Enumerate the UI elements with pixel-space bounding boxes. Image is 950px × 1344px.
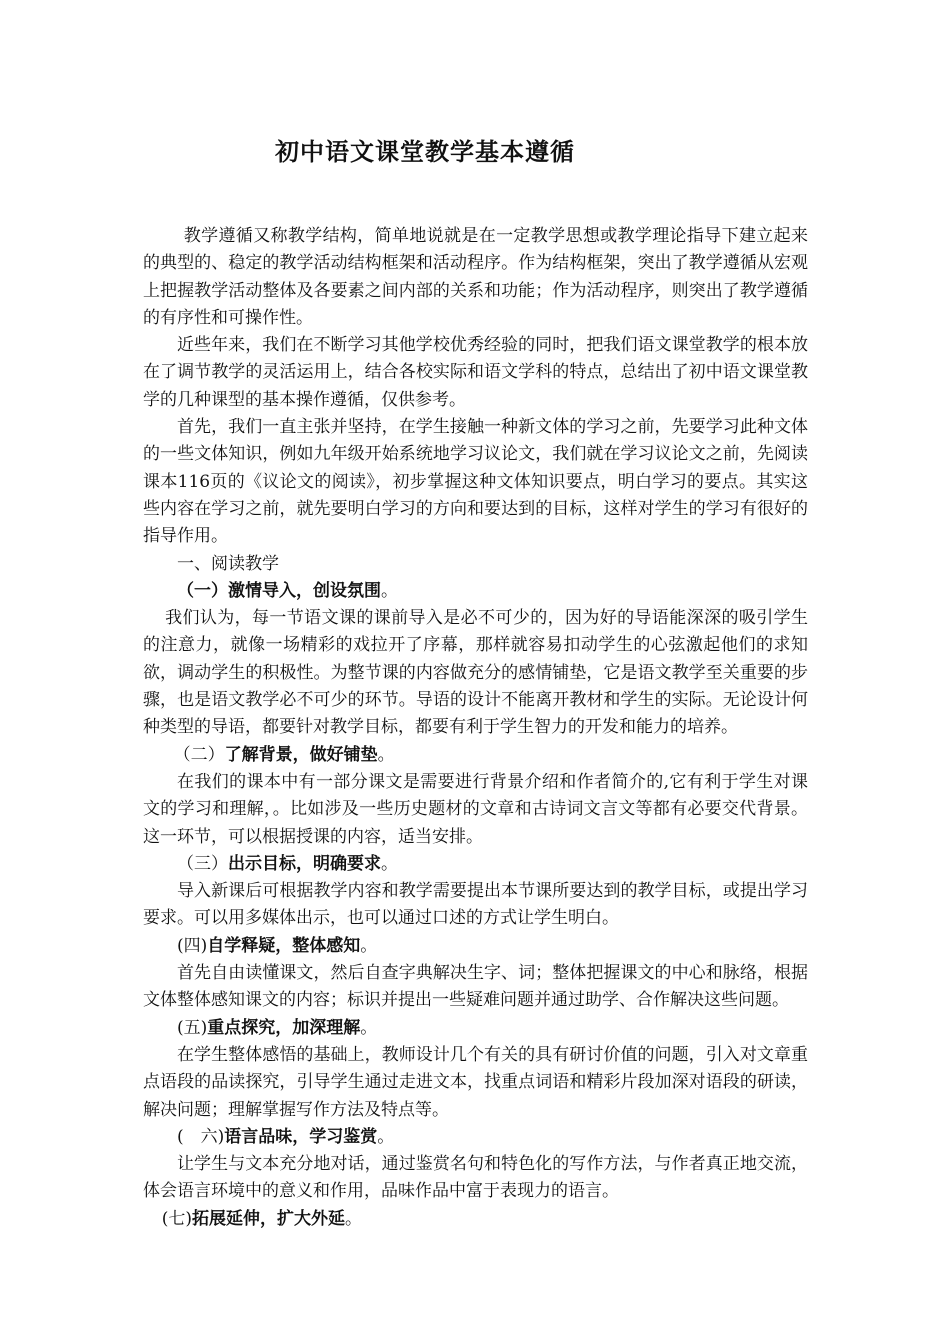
subheading-7-end: 。 <box>344 1208 362 1229</box>
subheading-1-text: 激情导入，创设氛围 <box>228 580 381 601</box>
subheading-5-text: 重点探究，加深理解 <box>207 1017 361 1038</box>
paragraph-background: 近些年来，我们在不断学习其他学校优秀经验的同时，把我们语文课堂教学的根本放在了调节教学的灵活运用上，结合各校实际和语文学科的特点，总结出了初中语文课堂教学的几种课型的基本操作遵循，仅供参考。 <box>143 335 808 410</box>
subheading-2-text: 了解背景，做好铺垫 <box>224 744 378 765</box>
subheading-4-end: 。 <box>360 935 378 956</box>
subheading-3-num: （三） <box>177 853 228 874</box>
paragraph-lead-in: 我们认为，每一节语文课的课前导入是必不可少的，因为好的导语能深深的吸引学生的注意力，就像一场精彩的戏拉开了序幕，那样就容易扣动学生的心弦激起他们的求知欲，调动学生的积极性。为整节课的内容做充分的感情铺垫，它是语文教学至关重要的步骤，也是语文教学必不可少的环节。导语的设计不能离开教材和学生的实际。无论设计何种类型的导语，都要针对教学目标，都要有利于学生智力的开发和能力的培养。 <box>143 608 808 738</box>
subheading-2-num: （二） <box>173 744 225 765</box>
subheading-2 <box>143 742 808 769</box>
section-heading-reading: 一、阅读教学 <box>177 553 279 574</box>
subheading-1 <box>143 578 808 605</box>
paragraph-appreciation: 让学生与文本充分地对话，通过鉴赏名句和特色化的写作方法，与作者真正地交流，体会语言环境中的意义和作用，品味作品中富于表现力的语言。 <box>143 1154 808 1202</box>
subheading-1-end: 。 <box>381 580 398 601</box>
subheading-6-text: 语言品味，学习鉴赏 <box>224 1126 378 1147</box>
subheading-4-num: (四) <box>177 935 208 956</box>
subheading-6-end: 。 <box>377 1126 395 1147</box>
subheading-5-num: (五) <box>177 1017 208 1038</box>
paragraph-inquiry: 在学生整体感悟的基础上，教师设计几个有关的具有研讨价值的问题，引入对文章重点语段的品读探究，引导学生通过走进文本，找重点词语和精彩片段加深对语段的研读，解决问题；理解掌握写作方法及特点等。 <box>143 1044 808 1120</box>
subheading-7-text: 拓展延伸，扩大外延 <box>191 1208 345 1229</box>
paragraph-first: 首先，我们一直主张并坚持，在学生接触一种新文体的学习之前，先要学习此种文体的一些文体知识，例如九年级开始系统地学习议论文，我们就在学习议论文之前，先阅读课本116页的《议论文的阅读》，初步掌握这种文体知识要点，明白学习的要点。其实这些内容在学习之前，就先要明白学习的方向和要达到的目标，这样对学生的学习有很好的指导作用。 <box>143 417 808 547</box>
subheading-3-text: 出示目标，明确要求 <box>228 853 381 874</box>
paragraph-intro: 教学遵循又称教学结构，简单地说就是在一定教学思想或教学理论指导下建立起来的典型的、稳定的教学活动结构框架和活动程序。作为结构框架，突出了教学遵循从宏观上把握教学活动整体及各要素之间内部的关系和功能；作为活动程序，则突出了教学遵循的有序性和可操作性。 <box>143 226 808 328</box>
paragraph-self-study: 首先自由读懂课文，然后自查字典解决生字、词；整体把握课文的中心和脉络，根据文体整体感知课文的内容；标识并提出一些疑难问题并通过助学、合作解决这些问题。 <box>143 963 808 1011</box>
subheading-3 <box>143 851 808 878</box>
subheading-5-end: 。 <box>360 1017 378 1038</box>
subheading-7-num: (七) <box>161 1208 192 1229</box>
subheading-6-num: ( 六) <box>177 1126 225 1147</box>
subheading-5 <box>143 1015 808 1042</box>
paragraph-context: 在我们的课本中有一部分课文是需要进行背景介绍和作者简介的,它有利于学生对课文的学习和理解，。比如涉及一些历史题材的文章和古诗词文言文等都有必要交代背景。这一环节，可以根据授课的内容，适当安排。 <box>143 771 808 847</box>
subheading-4-text: 自学释疑，整体感知 <box>207 935 361 956</box>
document-title: 初中语文课堂教学基本遵循 <box>275 137 575 166</box>
subheading-1-num: （一） <box>177 580 228 601</box>
subheading-6 <box>143 1124 808 1151</box>
subheading-3-end: 。 <box>381 853 398 874</box>
subheading-7 <box>143 1206 808 1233</box>
subheading-2-end: 。 <box>377 744 395 765</box>
document-body <box>143 223 808 1233</box>
paragraph-objectives: 导入新课后可根据教学内容和教学需要提出本节课所要达到的教学目标，或提出学习要求。可以用多媒体出示，也可以通过口述的方式让学生明白。 <box>143 881 808 929</box>
subheading-4 <box>143 933 808 960</box>
